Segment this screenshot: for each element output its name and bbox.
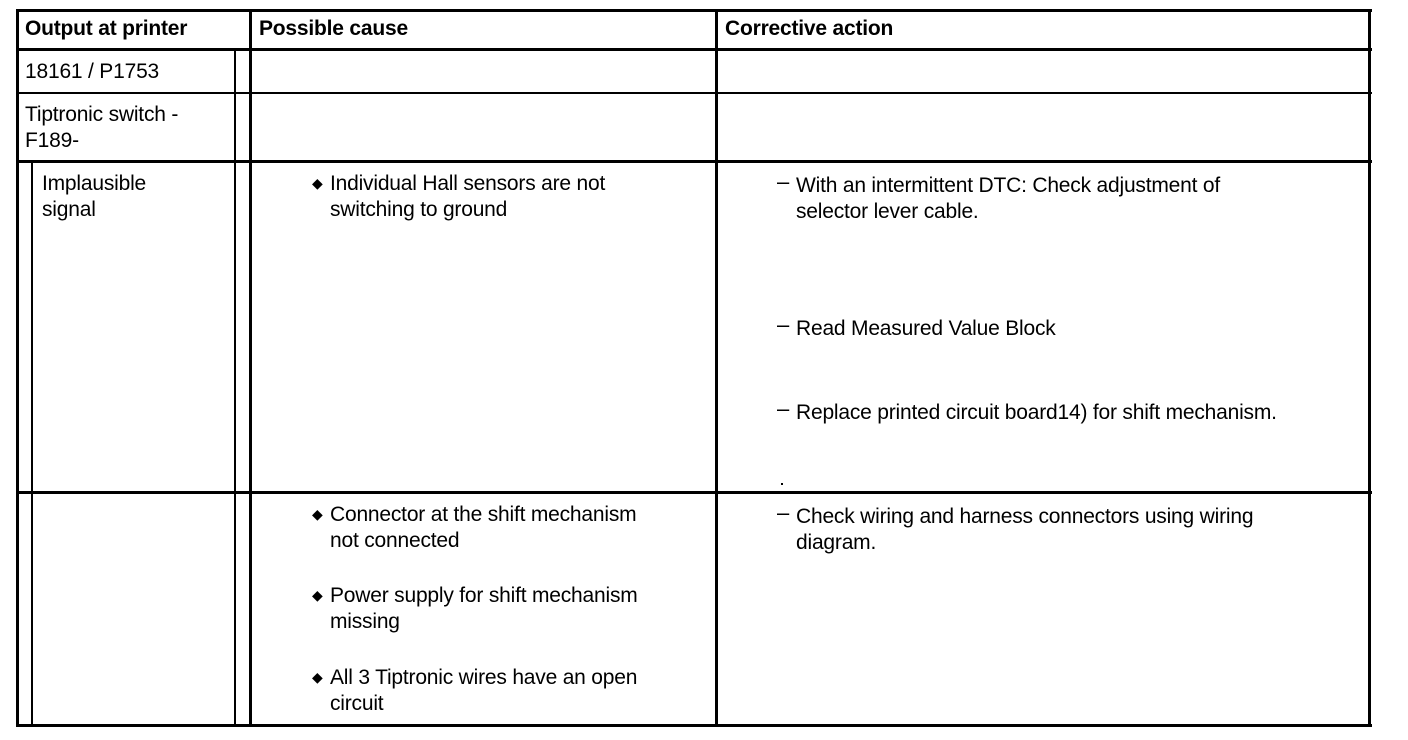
table-border-right	[1368, 9, 1371, 727]
bullet-icon: ◆	[312, 669, 323, 685]
column-divider	[234, 51, 236, 727]
header-possible-cause: Possible cause	[259, 17, 408, 40]
possible-cause: missing	[330, 610, 400, 633]
header-corrective-action: Corrective action	[725, 17, 894, 40]
dash-icon: –	[777, 500, 790, 525]
corrective-action: diagram.	[796, 531, 877, 554]
table-border-bottom	[16, 724, 1372, 727]
column-divider	[715, 9, 718, 727]
indent-line	[31, 160, 33, 727]
row-divider	[16, 92, 1372, 94]
bullet-icon: ◆	[312, 506, 323, 522]
fault-type: Implausible	[42, 172, 147, 195]
column-divider	[249, 9, 252, 727]
stray-mark	[781, 483, 783, 485]
header-row-divider	[16, 48, 1372, 51]
dash-icon: –	[777, 396, 790, 421]
header-output-at-printer: Output at printer	[25, 17, 188, 40]
corrective-action: selector lever cable.	[796, 200, 979, 223]
possible-cause: Individual Hall sensors are not	[330, 172, 606, 195]
corrective-action: With an intermittent DTC: Check adjustment of	[796, 174, 1220, 197]
bullet-icon: ◆	[312, 587, 323, 603]
possible-cause: Connector at the shift mechanism	[330, 503, 637, 526]
possible-cause: not connected	[330, 529, 460, 552]
possible-cause: All 3 Tiptronic wires have an open	[330, 666, 638, 689]
component-name: F189-	[25, 129, 79, 152]
possible-cause: Power supply for shift mechanism	[330, 584, 638, 607]
fault-type: signal	[42, 198, 96, 221]
table-border-top	[16, 9, 1372, 12]
row-divider	[16, 160, 1372, 163]
bullet-icon: ◆	[312, 175, 323, 191]
component-name: Tiptronic switch -	[25, 103, 179, 126]
corrective-action: Check wiring and harness connectors using wiring	[796, 505, 1254, 528]
corrective-action: Replace printed circuit board14) for shift mechanism.	[796, 401, 1277, 424]
dtc-code: 18161 / P1753	[25, 60, 160, 83]
table-border-left	[16, 9, 19, 727]
dash-icon: –	[777, 169, 790, 194]
row-divider	[16, 491, 1372, 494]
possible-cause: circuit	[330, 692, 384, 715]
possible-cause: switching to ground	[330, 198, 508, 221]
corrective-action: Read Measured Value Block	[796, 317, 1056, 340]
dash-icon: –	[777, 312, 790, 337]
